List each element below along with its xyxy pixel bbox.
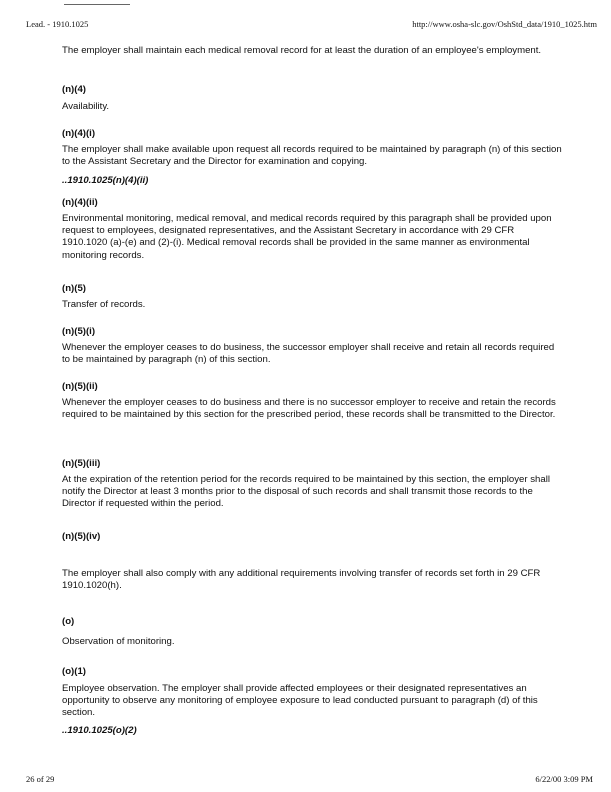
paragraph: Employee observation. The employer shall provide affected employees or their designated representatives an opportunity to observe any monitoring of employee exposure to lead conducted pursuant to paragraph (d) of this section. <box>62 683 538 719</box>
scan-rule <box>64 4 130 5</box>
paragraph: The employer shall make available upon request all records required to be maintained by paragraph (n) of this section to the Assistant Secretary and the Director for examination and copying. <box>62 144 562 168</box>
paragraph: Availability. <box>62 101 110 112</box>
section-heading: (n)(5)(iii) <box>62 458 101 469</box>
paragraph: Whenever the employer ceases to do business, the successor employer shall receive and retain all records required to be maintained by paragraph (n) of this section. <box>62 342 555 366</box>
page-number: 26 of 29 <box>26 774 55 784</box>
section-heading: (n)(5)(ii) <box>62 381 98 392</box>
section-reference: ..1910.1025(o)(2) <box>62 725 137 736</box>
section-heading: (o) <box>62 616 75 627</box>
section-heading: (n)(4)(i) <box>62 128 96 139</box>
section-heading: (n)(5)(i) <box>62 326 96 337</box>
paragraph: Environmental monitoring, medical removal, and medical records required by this paragraph shall be provided upon request to employees, designated representatives, and the Assistant Secretary in accordance with 29 CFR 1910.1020 (a)-(e) and (2)-(i). Medical removal records shall be provided in the same manner as environmental monitoring records. <box>62 213 552 261</box>
paragraph: Transfer of records. <box>62 299 146 310</box>
paragraph: Whenever the employer ceases to do business and there is no successor employer to receive and retain the records required to be maintained by this section for the prescribed period, these records shall be transmitted to the Director. <box>62 397 556 421</box>
section-heading: (n)(4)(ii) <box>62 197 98 208</box>
paragraph: The employer shall maintain each medical removal record for at least the duration of an employee's employment. <box>62 45 542 56</box>
section-heading: (o)(1) <box>62 666 86 677</box>
section-reference: ..1910.1025(n)(4)(ii) <box>62 175 149 186</box>
section-heading: (n)(5)(iv) <box>62 531 101 542</box>
page-header-url: http://www.osha-slc.gov/OshStd_data/1910_1025.htm <box>412 19 597 29</box>
section-heading: (n)(5) <box>62 283 86 294</box>
paragraph: The employer shall also comply with any additional requirements involving transfer of records set forth in 29 CFR 1910.1020(h). <box>62 568 541 592</box>
paragraph: Observation of monitoring. <box>62 636 175 647</box>
section-heading: (n)(4) <box>62 84 86 95</box>
paragraph: At the expiration of the retention period for the records required to be maintained by this section, the employer shall notify the Director at least 3 months prior to the disposal of such records and shall transmit those records to the Director if requested within the period. <box>62 474 550 510</box>
page-header-title: Lead. - 1910.1025 <box>26 19 89 29</box>
print-datetime: 6/22/00 3:09 PM <box>535 774 593 784</box>
